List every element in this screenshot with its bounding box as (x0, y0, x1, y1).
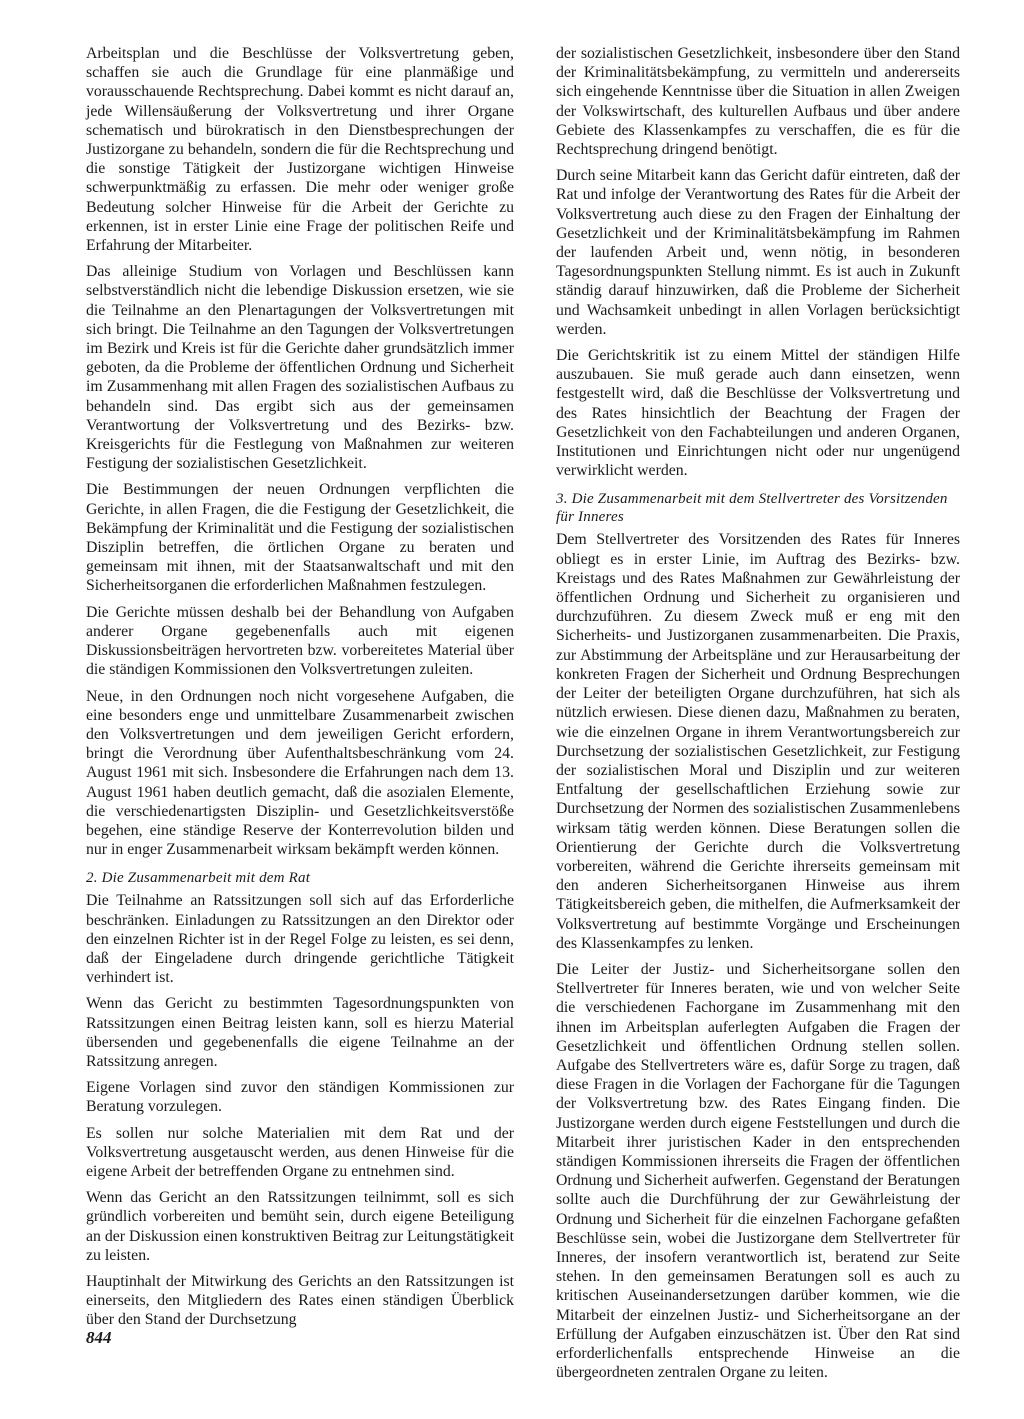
section-heading: 2. Die Zusammenarbeit mit dem Rat (86, 870, 311, 887)
paragraph: Es sollen nur solche Materialien mit dem Rat und der Volksvertretung ausgetauscht werden, aus denen Hinweise für die eigene Arbeit der betreffenden Organe zu entnehmen sind. (86, 1124, 514, 1180)
paragraph: Wenn das Gericht zu bestimmten Tagesordnungspunkten von Ratssitzungen einen Beitrag leisten kann, soll es hierzu Material übersenden und gegebenenfalls die eigene Teilnahme an der Ratssitzung anregen. (86, 995, 514, 1070)
page-number: 844 (86, 1328, 112, 1347)
paragraph: Eigene Vorlagen sind zuvor den ständigen Kommissionen zur Beratung vorzulegen. (86, 1079, 514, 1116)
section-heading: 3. Die Zusammenarbeit mit dem Stellvertreter des Vorsitzenden für Inneres (556, 491, 948, 526)
paragraph: Die Leiter der Justiz- und Sicherheitsorgane sollen den Stellvertreter für Inneres beraten, wie und von welcher Seite die verschiedenen Fachorgane im Zusammenhang mit den ihnen im Arbeitsplan auferlegten Aufgaben die Fragen der Gesetzlichkeit und öffentlichen Ordnung stellen sollen. Aufgabe des Stellvertreters wäre es, dafür Sorge zu tragen, daß diese Fragen in die Vorlagen der Fachorgane für die Tagungen der Volksvertretung bzw. des Rates Eingang finden. Die Justizorgane werden durch eigene Feststellungen und durch die Mitarbeit ihrer juristischen Kader in den entsprechenden ständigen Kommissionen ihrerseits die Fragen der öffentlichen Ordnung und Sicherheit aufwerfen. Gegenstand der Beratungen sollte auch die Durchführung der zur Gewährleistung der Ordnung und Sicherheit für die einzelnen Fachorgane gefaßten Beschlüsse sein, wobei die Justizorgane dem Stellvertreter für Inneres, der insofern verantwortlich ist, beratend zur Seite stehen. In den gemeinsamen Beratungen soll es auch zu kritischen Auseinandersetzungen darüber kommen, wie die Mitarbeit der einzelnen Justiz- und Sicherheitsorgane an der Erfüllung der Aufgaben einzuschätzen ist. Über den Rat sind erforderlichenfalls entsprechende Hinweise an die übergeordneten zentralen Organe zu leiten. (556, 960, 960, 1382)
paragraph: Dem Stellvertreter des Vorsitzenden des Rates für Inneres obliegt es in erster Linie, im Auftrag des Bezirks- bzw. Kreistags und des Rates Maßnahmen zur Gewährleistung der öffentlichen Ordnung und Sicherheit zu organisieren und durchzuführen. Zu diesem Zweck muß er eng mit den Sicherheits- und Justizorganen zusammenarbeiten. Die Praxis, zur Abstimmung der Arbeitspläne und zur Herausarbeitung der konkreten Fragen der Sicherheit und Ordnung Besprechungen der Leiter der beteiligten Organe durchzuführen, hat sich als nützlich erwiesen. Diese dienen dazu, Maßnahmen zu beraten, wie die einzelnen Organe in ihrem Verantwortungsbereich zur Durchsetzung der sozialistischen Gesetzlichkeit, zur Festigung der sozialistischen Moral und Disziplin und zur weiteren Entfaltung der gesellschaftlichen Erziehung sowie zur Durchsetzung der Normen des sozialistischen Zusammenlebens wirksam tätig werden können. Diese Beratungen sollen die Orientierung der Gerichte durch die Volksvertretung vorbereiten, während die Gerichte ihrerseits gemeinsam mit den anderen Sicherheitsorganen Hinweise aus ihrem Tätigkeitsbereich geben, die mithelfen, die Aufmerksamkeit der Volksvertretung auf bestimmte Vorgänge und Erscheinungen des Klassenkampfes zu lenken. (556, 531, 960, 952)
paragraph: Durch seine Mitarbeit kann das Gericht dafür eintreten, daß der Rat und infolge der Verantwortung des Rates für die Arbeit der Volksvertretung auch diese zu den Fragen der Einhaltung der Gesetzlichkeit und der Kriminalitätsbekämpfung im Rahmen der laufenden Arbeit und, wenn nötig, in besonderen Tagesordnungspunkten Stellung nimmt. Es ist auch in Zukunft ständig darauf hinzuwirken, daß die Probleme der Sicherheit und Wachsamkeit unbedingt in allen Vorlagen berücksichtigt werden. (556, 167, 960, 338)
paragraph: Das alleinige Studium von Vorlagen und Beschlüssen kann selbstverständlich nicht die lebendige Diskussion ersetzen, wie sie die Teilnahme an den Plenartagungen der Volksvertretungen mit sich bringt. Die Teilnahme an den Tagungen der Volksvertretungen im Bezirk und Kreis ist für die Gerichte daher grundsätzlich immer geboten, da die Probleme der öffentlichen Ordnung und Sicherheit im Zusammenhang mit allen Fragen des sozialistischen Aufbaus zu behandeln sind. Das ergibt sich aus der gemeinsamen Verantwortung der Volksvertretung und des Bezirks- bzw. Kreisgerichts für die Festlegung von Maßnahmen zur weiteren Festigung der sozialistischen Gesetzlichkeit. (86, 263, 514, 473)
paragraph: Die Bestimmungen der neuen Ordnungen verpflichten die Gerichte, in allen Fragen, die die Festigung der Gesetzlichkeit, die Bekämpfung der Kriminalität und die Festigung der sozialistischen Disziplin betreffen, die örtlichen Organe zu beraten und gemeinsam mit ihnen, mit der Staatsanwaltschaft und mit den Sicherheitsorganen die erforderlichen Maßnahmen festzulegen. (86, 481, 514, 595)
paragraph: Die Gerichte müssen deshalb bei der Behandlung von Aufgaben anderer Organe gegebenenfalls auch mit eigenen Diskussionsbeiträgen hervortreten bzw. vorbereitetes Material über die ständigen Kommissionen den Volksvertretungen zuleiten. (86, 603, 514, 679)
paragraph: Die Teilnahme an Ratssitzungen soll sich auf das Erforderliche beschränken. Einladungen zu Ratssitzungen an den Direktor oder den einzelnen Richter ist in der Regel Folge zu leisten, es sei denn, daß der Eingeladene durch dringende gerichtliche Tätigkeit verhindert ist. (86, 892, 514, 987)
paragraph: Die Gerichtskritik ist zu einem Mittel der ständigen Hilfe auszubauen. Sie muß gerade auch dann einsetzen, wenn festgestellt wird, daß die Beschlüsse der Volksvertretung und des Rates hinsichtlich der Beachtung der Fragen der Gesetzlichkeit von den Fachabteilungen und anderen Organen, Institutionen und Einrichtungen nicht oder nur ungenügend verwirklicht werden. (556, 347, 960, 480)
paragraph: der sozialistischen Gesetzlichkeit, insbesondere über den Stand der Kriminalitätsbekämpfung, zu vermitteln und andererseits sich eingehende Kenntnisse über die Situation in allen Zweigen der Volkswirtschaft, des kulturellen Aufbaus und über andere Gebiete des Klassenkampfes zu verschaffen, die es für die Rechtsprechung dringend benötigt. (556, 45, 960, 159)
paragraph: Hauptinhalt der Mitwirkung des Gerichts an den Ratssitzungen ist einerseits, den Mitgliedern des Rates einen ständigen Überblick über den Stand der Durchsetzung (86, 1272, 514, 1329)
paragraph: Neue, in den Ordnungen noch nicht vorgesehene Aufgaben, die eine besonders enge und unmittelbare Zusammenarbeit zwischen den Volksvertretungen und dem jeweiligen Gericht erfordern, bringt die Verordnung über Aufenthaltsbeschränkung vom 24. August 1961 mit sich. Insbesondere die Erfahrungen nach dem 13. August 1961 haben deutlich gemacht, daß die asozialen Elemente, die verschiedenartigsten Disziplin- und Gesetzlichkeitsverstöße begehen, eine ständige Reserve der Konterrevolution bilden und nur in enger Zusammenarbeit wirksam bekämpft werden können. (86, 687, 514, 859)
left-column (86, 44, 514, 1337)
paragraph: Arbeitsplan und die Beschlüsse der Volksvertretung geben, schaffen sie auch die Grundlage für eine planmäßige und vorausschauende Rechtsprechung. Dabei kommt es nicht darauf an, jede Willensäußerung der Volksvertretung und ihrer Organe schematisch und bürokratisch in den Dienstbesprechungen der Justizorgane zu behandeln, sondern die für die Rechtsprechung und die sonstige Tätigkeit der Justizorgane wichtigen Hinweise schwerpunktmäßig zu erfassen. Die mehr oder weniger große Bedeutung solcher Hinweise für die Arbeit der Gerichte zu erkennen, ist in erster Linie eine Frage der politischen Reife und Erfahrung der Mitarbeiter. (86, 45, 514, 255)
paragraph: Wenn das Gericht an den Ratssitzungen teilnimmt, soll es sich gründlich vorbereiten und bemüht sein, durch eigene Beteiligung an der Diskussion einen konstruktiven Beitrag zur Leitungstätigkeit zu leisten. (86, 1189, 514, 1264)
right-column (556, 44, 960, 1389)
